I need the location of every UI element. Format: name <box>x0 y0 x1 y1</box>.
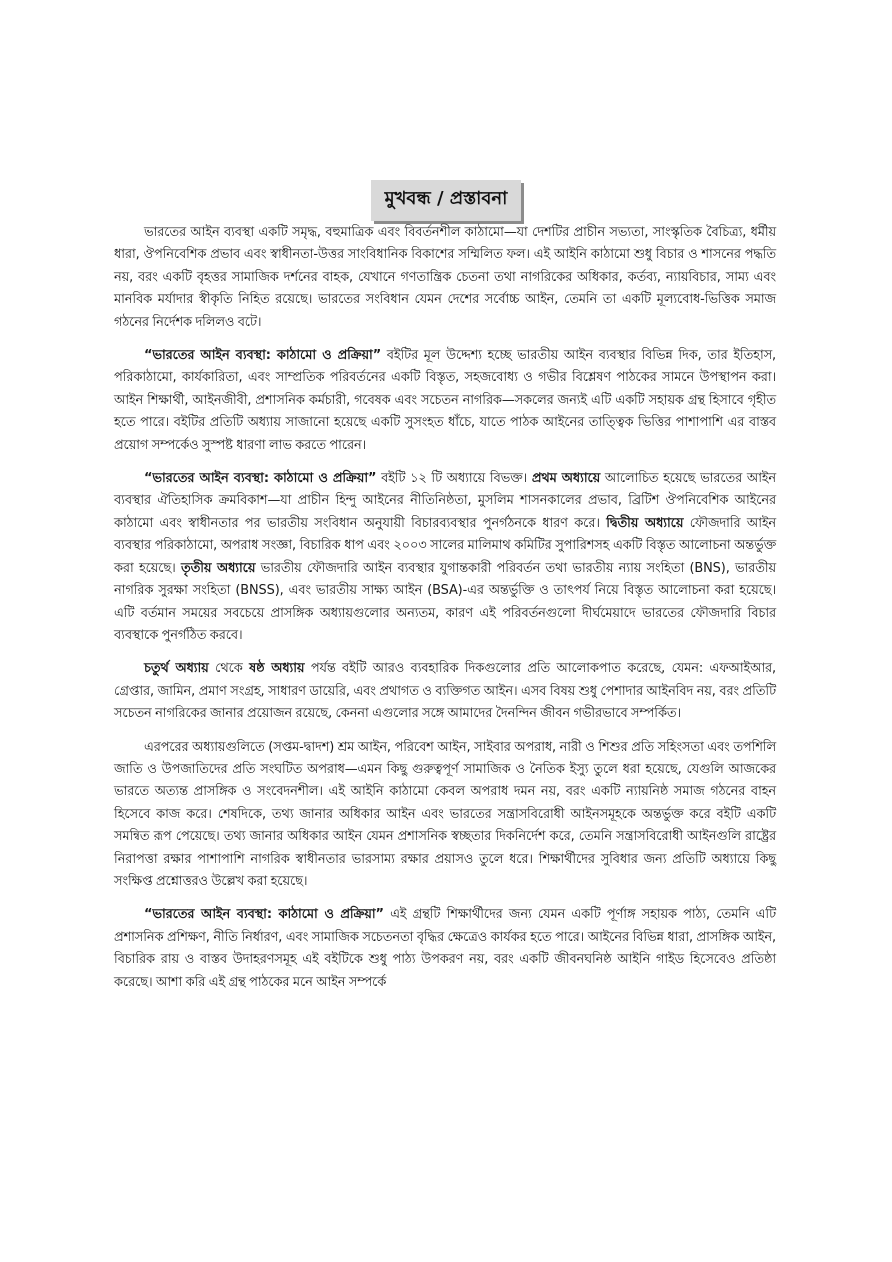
page-title: মুখবন্ধ / প্রস্তাবনা <box>371 180 522 221</box>
text-segment: আলোচিত হয়েছে ভারতের আইন ব্যবস্থার ঐতিহাসিক ক্রমবিকাশ—যা প্রাচীন হিন্দু আইনের নীতিনিষ্ঠতা, মুসলিম শাসনকালের প্রভাব, ব্রিটিশ ঔপনিবেশিক আইনের কাঠামো এবং স্বাধীনতার পর ভারতীয় সংবিধান অনুযায়ী বিচারব্যবস্থার পুনর্গঠনকে ধারণ করে। <box>114 471 776 531</box>
bold-text: তৃতীয় অধ্যায়ে <box>181 560 256 576</box>
text-segment: থেকে <box>208 661 250 677</box>
text-segment: এই গ্রন্থটি শিক্ষার্থীদের জন্য যেমন একটি পূর্ণাঙ্গ সহায়ক পাঠ্য, তেমনি এটি প্রশাসনিক প্রশিক্ষণ, নীতি নির্ধারণ, এবং সামাজিক সচেতনতা বৃদ্ধির ক্ষেত্রেও কার্যকর হতে পারে। আইনের বিভিন্ন ধারা, প্রাসঙ্গিক আইন, বিচারিক রায় ও বাস্তব উদাহরণসমূহ এই বইটিকে শুধু পাঠ্য উপকরণ নয়, বরং একটি জীবনঘনিষ্ঠ আইনি গাইড হিসেবেও প্রতিষ্ঠা করেছে। আশা করি এই গ্রন্থ পাঠকের মনে আইন সম্পর্কে <box>114 907 777 990</box>
text-segment: এরপরের অধ্যায়গুলিতে (সপ্তম-দ্বাদশ) শ্রম আইন, পরিবেশ আইন, সাইবার অপরাধ, নারী ও শিশুর প্রতি সহিংসতা এবং তপশিলি জাতি ও উপজাতিদের প্রতি সংঘটিত অপরাধ—এমন কিছু গুরুত্বপূর্ণ সামাজিক ও নৈতিক ইস্যু তুলে ধরা হয়েছে, যেগুলি আজকের ভারতে অত্যন্ত প্রাসঙ্গিক ও সংবেদনশীল। এই আইনি কাঠামো কেবল অপরাধ দমন নয়, বরং একটি ন্যায়নিষ্ঠ সমাজ গঠনের বাহন হিসেবে কাজ করে। শেষদিকে, তথ্য জানার অধিকার আইন এবং ভারতের সন্ত্রাসবিরোধী আইনসমূহকে অন্তর্ভুক্ত করে বইটি একটি সমন্বিত রূপ পেয়েছে। তথ্য জানার অধিকার আইন যেমন প্রশাসনিক স্বচ্ছতার দিকনির্দেশ করে, তেমনি সন্ত্রাসবিরোধী আইনগুলি রাষ্ট্রের নিরাপত্তা রক্ষার পাশাপাশি নাগরিক স্বাধীনতার ভারসাম্য রক্ষার প্রয়াসও তুলে ধরে। শিক্ষার্থীদের সুবিধার জন্য প্রতিটি অধ্যায়ে কিছু সংক্ষিপ্ত প্রশ্নোত্তরও উল্লেখ করা হয়েছে। <box>114 739 776 889</box>
paragraph <box>114 222 776 334</box>
paragraph <box>114 658 776 725</box>
text-segment: ভারতীয় ফৌজদারি আইন ব্যবস্থার যুগান্তকারী পরিবর্তন তথা ভারতীয় ন্যায় সংহিতা (BNS), ভারতীয় নাগরিক সুরক্ষা সংহিতা (BNSS), এবং ভারতীয় সাক্ষ্য আইন (BSA)-এর অন্তর্ভুক্তি ও তাৎপর্য নিয়ে বিস্তৃত আলোচনা করা হয়েছে। এটি বর্তমান সময়ের সবচেয়ে প্রাসঙ্গিক অধ্যায়গুলোর অন্যতম, কারণ এই পরিবর্তনগুলো দীর্ঘমেয়াদে ভারতের ফৌজদারি বিচার ব্যবস্থাকে পুনর্গঠিত করবে। <box>114 560 776 643</box>
bold-text: “ভারতের আইন ব্যবস্থা: কাঠামো ও প্রক্রিয়া” <box>144 907 384 923</box>
text-segment: ভারতের আইন ব্যবস্থা একটি সমৃদ্ধ, বহুমাত্রিক এবং বিবর্তনশীল কাঠামো—যা দেশটির প্রাচীন সভ্যতা, সাংস্কৃতিক বৈচিত্র্য, ধর্মীয় ধারা, ঔপনিবেশিক প্রভাব এবং স্বাধীনতা-উত্তর সাংবিধানিক বিকাশের সম্মিলিত ফল। এই আইনি কাঠামো শুধু বিচার ও শাসনের পদ্ধতি নয়, বরং একটি বৃহত্তর সামাজিক দর্শনের বাহক, যেখানে গণতান্ত্রিক চেতনা তথা নাগরিকের অধিকার, কর্তব্য, ন্যায়বিচার, সাম্য এবং মানবিক মর্যাদার স্বীকৃতি নিহিত রয়েছে। ভারতের সংবিধান যেমন দেশের সর্বোচ্চ আইন, তেমনি তা একটি মূল্যবোধ-ভিত্তিক সমাজ গঠনের নির্দেশক দলিলও বটে। <box>114 225 776 330</box>
bold-text: দ্বিতীয় অধ্যায়ে <box>606 515 684 531</box>
preface-body <box>114 222 776 1005</box>
paragraph <box>114 904 776 994</box>
text-segment: পর্যন্ত বইটি আরও ব্যবহারিক দিকগুলোর প্রতি আলোকপাত করেছে, যেমন: এফআইআর, গ্রেপ্তার, জামিন, প্রমাণ সংগ্রহ, সাধারণ ডায়েরি, এবং প্রথাগত ও ব্যক্তিগত আইন। এসব বিষয় শুধু পেশাদার আইনবিদ নয়, বরং প্রতিটি সচেতন নাগরিকের জানার প্রয়োজন রয়েছে, কেননা এগুলোর সঙ্গে আমাদের দৈনন্দিন জীবন গভীরভাবে সম্পর্কিত। <box>114 661 776 722</box>
bold-text: চতুর্থ অধ্যায় <box>144 661 209 677</box>
heading-container <box>0 180 892 221</box>
text-segment: বইটি ১২ টি অধ্যায়ে বিভক্ত। <box>376 471 532 487</box>
paragraph <box>114 468 776 647</box>
bold-text: “ভারতের আইন ব্যবস্থা: কাঠামো ও প্রক্রিয়া” <box>144 348 382 364</box>
bold-text: প্রথম অধ্যায়ে <box>531 471 601 487</box>
text-segment: বইটির মূল উদ্দেশ্য হচ্ছে ভারতীয় আইন ব্যবস্থার বিভিন্ন দিক, তার ইতিহাস, পরিকাঠামো, কার্যকারিতা, এবং সাম্প্রতিক পরিবর্তনের একটি বিস্তৃত, সহজবোধ্য ও গভীর বিশ্লেষণ পাঠকের সামনে উপস্থাপন করা। আইন শিক্ষার্থী, আইনজীবী, প্রশাসনিক কর্মচারী, গবেষক এবং সচেতন নাগরিক—সকলের জন্যই এটি একটি সহায়ক গ্রন্থ হিসাবে গৃহীত হতে পারে। বইটির প্রতিটি অধ্যায় সাজানো হয়েছে একটি সুসংহত ধাঁচে, যাতে পাঠক আইনের তাত্ত্বিক ভিত্তির পাশাপাশি এর বাস্তব প্রয়োগ সম্পর্কেও সুস্পষ্ট ধারণা লাভ করতে পারেন। <box>114 348 777 453</box>
bold-text: ষষ্ঠ অধ্যায় <box>249 661 305 677</box>
bold-text: “ভারতের আইন ব্যবস্থা: কাঠামো ও প্রক্রিয়া” <box>144 471 377 487</box>
text-segment: ফৌজদারি আইন ব্যবস্থার পরিকাঠামো, অপরাধ সংজ্ঞা, বিচারিক ধাপ এবং ২০০৩ সালের মালিমাথ কমিটির সুপারিশসহ একটি বিস্তৃত আলোচনা অন্তর্ভুক্ত করা হয়েছে। <box>114 515 777 576</box>
paragraph <box>114 345 776 457</box>
paragraph <box>114 737 776 894</box>
